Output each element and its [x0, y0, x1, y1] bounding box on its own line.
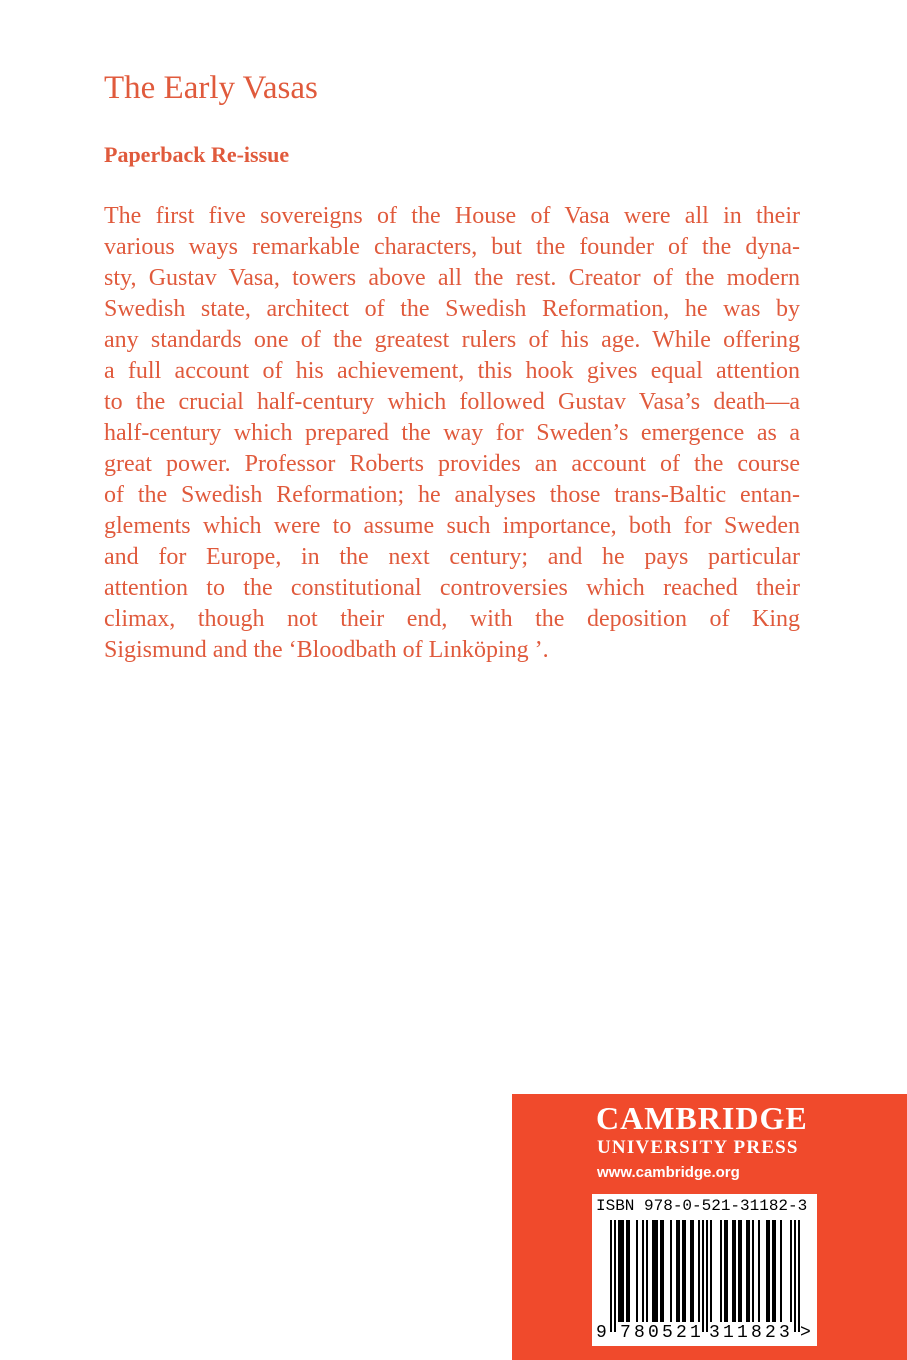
description-line: attention to the constitutional controversies which reached their	[104, 575, 800, 601]
barcode-bar	[690, 1220, 692, 1322]
barcode-bar	[620, 1220, 622, 1322]
barcode-bar	[752, 1220, 754, 1322]
barcode-bar	[746, 1220, 748, 1322]
description-line: climax, though not their end, with the deposition of King	[104, 606, 800, 632]
description-line: any standards one of the greatest rulers of his age. While offering	[104, 327, 800, 353]
barcode-digits	[592, 1322, 817, 1344]
book-title: The Early Vasas	[104, 70, 318, 106]
barcode-bar	[724, 1220, 726, 1322]
barcode-lead-digit: 9	[596, 1323, 607, 1343]
description-line: great power. Professor Roberts provides an account of the course	[104, 451, 800, 477]
publisher-logo: CAMBRIDGE	[596, 1100, 808, 1136]
barcode-bar	[678, 1220, 680, 1322]
barcode-bar	[706, 1220, 708, 1332]
barcode-bar	[726, 1220, 728, 1322]
barcode-bar	[794, 1220, 796, 1332]
description-line: a full account of his achievement, this hook gives equal attention	[104, 358, 800, 384]
barcode-bar	[710, 1220, 712, 1322]
description-line: of the Swedish Reformation; he analyses those trans-Baltic entan-	[104, 482, 800, 508]
barcode-bar	[622, 1220, 624, 1322]
edition-label: Paperback Re-issue	[104, 142, 290, 167]
barcode-bar	[692, 1220, 694, 1322]
barcode-bar	[662, 1220, 664, 1322]
barcode-bar	[660, 1220, 662, 1322]
barcode-bar	[628, 1220, 630, 1322]
description-line: The first five sovereigns of the House of Vasa were all in their	[104, 203, 800, 229]
barcode-bar	[682, 1220, 684, 1322]
barcode-bar	[702, 1220, 704, 1332]
barcode-bar	[642, 1220, 644, 1322]
barcode-bar	[618, 1220, 620, 1322]
barcode-left-digits: 780521	[620, 1323, 705, 1343]
barcode-bar	[780, 1220, 782, 1322]
barcode-bar	[656, 1220, 658, 1322]
barcode-bar	[772, 1220, 774, 1322]
description-line: and for Europe, in the next century; and he pays particular	[104, 544, 800, 570]
publisher-subname: UNIVERSITY PRESS	[597, 1137, 799, 1158]
barcode-bar	[670, 1220, 672, 1322]
description-line: various ways remarkable characters, but the founder of the dyna-	[104, 234, 800, 260]
barcode-bar	[768, 1220, 770, 1322]
barcode-bar	[748, 1220, 750, 1322]
book-description	[104, 201, 800, 666]
barcode-bar	[740, 1220, 742, 1322]
barcode-label	[592, 1194, 817, 1346]
barcode-bar	[790, 1220, 792, 1322]
barcode-bar	[684, 1220, 686, 1322]
barcode-bar	[774, 1220, 776, 1322]
description-line: sty, Gustav Vasa, towers above all the rest. Creator of the modern	[104, 265, 800, 291]
barcode-bar	[626, 1220, 628, 1322]
barcode-bar	[720, 1220, 722, 1322]
description-line: half-century which prepared the way for Sweden’s emergence as a	[104, 420, 800, 446]
barcode-end-mark: >	[800, 1323, 811, 1343]
barcode-bar	[738, 1220, 740, 1322]
description-line: to the crucial half-century which followed Gustav Vasa’s death—a	[104, 389, 800, 415]
isbn-number: ISBN 978-0-521-31182-3	[596, 1197, 808, 1215]
barcode-right-digits: 311823	[709, 1323, 794, 1343]
barcode-bar	[610, 1220, 612, 1332]
barcode-bar	[646, 1220, 648, 1322]
barcode-bar	[676, 1220, 678, 1322]
barcode-bar	[732, 1220, 734, 1322]
barcode-bar	[798, 1220, 800, 1332]
barcode-bar	[636, 1220, 638, 1322]
publisher-website: www.cambridge.org	[597, 1164, 740, 1181]
barcode-bar	[766, 1220, 768, 1322]
barcode-bar	[654, 1220, 656, 1322]
description-line: glements which were to assume such importance, both for Sweden	[104, 513, 800, 539]
barcode-bar	[698, 1220, 700, 1322]
barcode-bar	[652, 1220, 654, 1322]
description-line: Swedish state, architect of the Swedish Reformation, he was by	[104, 296, 800, 322]
barcode-bar	[734, 1220, 736, 1322]
description-line: Sigismund and the ‘Bloodbath of Linköping ’.	[104, 637, 549, 663]
barcode-bar	[614, 1220, 616, 1332]
barcode-bar	[758, 1220, 760, 1322]
